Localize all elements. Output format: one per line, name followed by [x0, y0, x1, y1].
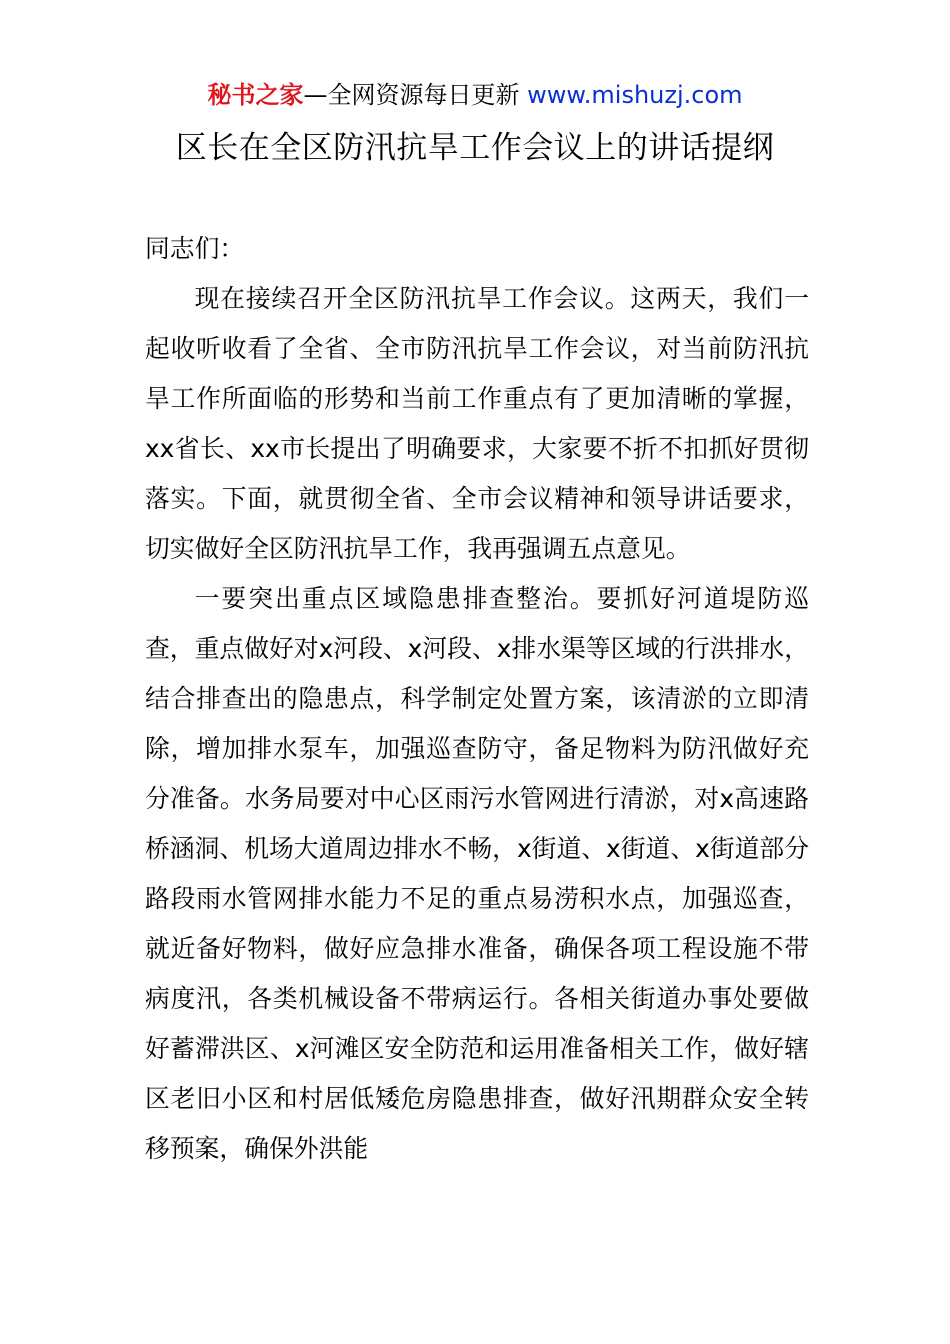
site-url-link[interactable]: www.mishuzj.com: [527, 81, 743, 109]
salutation: 同志们：: [145, 234, 245, 263]
site-header: [0, 78, 950, 112]
site-name: 秘书之家: [207, 81, 304, 109]
document-title: 区长在全区防汛抗旱工作会议上的讲话提纲: [175, 130, 775, 166]
site-slogan: —全网资源每日更新: [303, 81, 520, 109]
paragraph-point-one: 一要突出重点区域隐患排查整治。要抓好河道堤防巡查，重点做好对x河段、x河段、x排水渠等区域的行洪排水，结合排查出的隐患点，科学制定处置方案，该清淤的立即清除，增加排水泵车，加强巡查防守，备足物料为防汛做好充分准备。水务局要对中心区雨污水管网进行清淤，对x高速路桥涵洞、机场大道周边排水不畅，x街道、x街道、x街道部分路段雨水管网排水能力不足的重点易涝积水点，加强巡查，就近备好物料，做好应急排水准备，确保各项工程设施不带病度汛，各类机械设备不带病运行。各相关街道办事处要做好蓄滞洪区、x河滩区安全防范和运用准备相关工作，做好辖区老旧小区和村居低矮危房隐患排查，做好汛期群众安全转移预案，确保外洪能: [145, 584, 809, 1163]
document-body: [145, 224, 809, 1174]
paragraph-intro: 现在接续召开全区防汛抗旱工作会议。这两天，我们一起收听收看了全省、全市防汛抗旱工作会议，对当前防汛抗旱工作所面临的形势和当前工作重点有了更加清晰的掌握，xx省长、xx市长提出了明确要求，大家要不折不扣抓好贯彻落实。下面，就贯彻全省、全市会议精神和领导讲话要求，切实做好全区防汛抗旱工作，我再强调五点意见。: [145, 284, 809, 563]
